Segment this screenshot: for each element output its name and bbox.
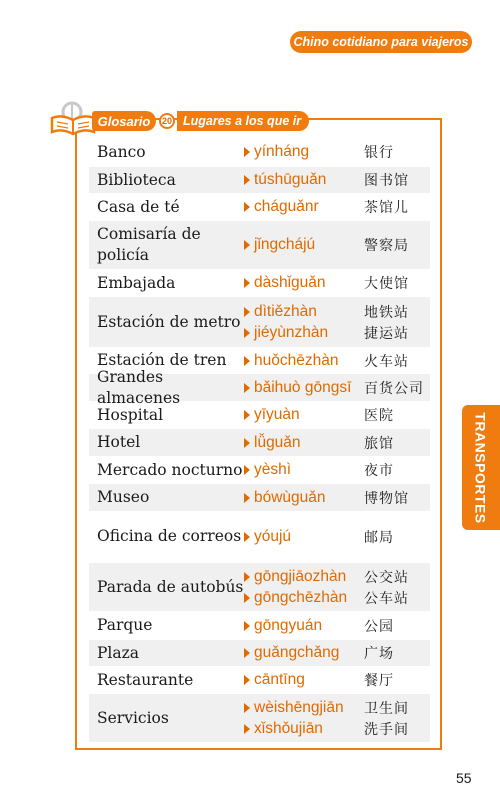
- triangle-arrow-icon: [244, 175, 250, 185]
- triangle-arrow-icon: [244, 572, 250, 582]
- pinyin-text: cāntīng: [254, 671, 305, 688]
- triangle-arrow-icon: [244, 328, 250, 338]
- pinyin-text: dàshǐguǎn: [254, 274, 326, 291]
- pinyin-column: [244, 670, 364, 691]
- chinese-text: 博物馆: [364, 490, 409, 507]
- pinyin-text: jiéyùnzhàn: [254, 323, 329, 341]
- spanish-term: Hotel: [97, 433, 141, 451]
- chinese-text: 洗手间: [364, 721, 409, 738]
- pinyin-column: [244, 377, 364, 398]
- pinyin-line: [244, 273, 364, 294]
- table-row: [89, 221, 430, 269]
- triangle-arrow-icon: [244, 278, 250, 288]
- pinyin-column: [244, 350, 364, 371]
- triangle-arrow-icon: [244, 410, 250, 420]
- pinyin-text: lǚguǎn: [254, 433, 301, 451]
- chinese-text: 火车站: [364, 353, 409, 370]
- chinese-column: [364, 273, 430, 294]
- pinyin-column: [244, 170, 364, 191]
- spanish-term: Oficina de correos: [97, 527, 242, 545]
- chinese-text: 卫生间: [364, 700, 409, 717]
- chinese-column: [364, 377, 430, 398]
- chinese-column: [364, 350, 430, 371]
- triangle-arrow-icon: [244, 621, 250, 631]
- spanish-term: Comisaría de policía: [97, 225, 201, 264]
- pinyin-column: [244, 615, 364, 636]
- pinyin-text: guǎngchǎng: [254, 644, 340, 661]
- pinyin-text: cháguǎnr: [254, 198, 319, 215]
- pinyin-text: gōngyuán: [254, 616, 323, 634]
- pinyin-text: bǎihuò gōngsī: [254, 378, 352, 396]
- chinese-column: [364, 235, 430, 256]
- table-row: [89, 640, 430, 666]
- chinese-column: [364, 643, 430, 664]
- spanish-term: Parada de autobús: [97, 577, 244, 596]
- pinyin-column: [244, 487, 364, 508]
- chinese-text: 茶馆儿: [364, 200, 409, 216]
- triangle-arrow-icon: [244, 202, 250, 212]
- triangle-arrow-icon: [244, 724, 250, 734]
- chinese-column: [364, 142, 430, 163]
- glossary-label: [92, 111, 156, 131]
- pinyin-column: [244, 432, 364, 453]
- pinyin-text: gōngjiāozhàn: [254, 567, 347, 585]
- pinyin-text: wèishēngjiān: [254, 698, 344, 716]
- chinese-column: [364, 670, 430, 691]
- triangle-arrow-icon: [244, 593, 250, 603]
- pinyin-line: [244, 170, 364, 191]
- section-number-badge: [159, 113, 175, 129]
- table-row: [89, 194, 430, 220]
- chapter-side-label: TRANSPORTES: [473, 411, 490, 524]
- spanish-term: Plaza: [97, 643, 140, 662]
- table-row: [89, 270, 430, 296]
- pinyin-line: [244, 301, 364, 322]
- chinese-column: [364, 526, 430, 547]
- glossary-text: Glosario: [97, 113, 151, 129]
- triangle-arrow-icon: [244, 532, 250, 542]
- chinese-text: 大使馆: [364, 276, 409, 292]
- spanish-term: Banco: [97, 142, 146, 161]
- pinyin-line: [244, 587, 364, 608]
- pinyin-line: [244, 460, 364, 481]
- pinyin-line: [244, 697, 364, 718]
- triangle-arrow-icon: [244, 356, 250, 366]
- chinese-text: 公交站: [364, 569, 409, 586]
- pinyin-line: [244, 322, 364, 343]
- chinese-text: 医院: [364, 408, 394, 424]
- table-row: [89, 612, 430, 639]
- pinyin-line: [244, 377, 364, 398]
- spanish-term: Museo: [97, 488, 150, 506]
- pinyin-line: [244, 405, 364, 426]
- table-row: [89, 457, 430, 483]
- spanish-term: Servicios: [97, 708, 169, 727]
- spanish-term: Grandes almacenes: [97, 367, 181, 407]
- pinyin-line: [244, 142, 364, 163]
- pinyin-column: [244, 197, 364, 218]
- table-row: [89, 512, 430, 561]
- chinese-text: 邮局: [364, 529, 394, 546]
- table-row: [89, 402, 430, 428]
- book-title: Chino cotidiano para viajeros: [293, 35, 469, 49]
- chinese-text: 旅馆: [364, 435, 394, 452]
- chinese-column: [364, 615, 430, 636]
- chapter-side-tab: [462, 405, 500, 530]
- chinese-column: [364, 697, 430, 739]
- triangle-arrow-icon: [244, 307, 250, 317]
- pinyin-line: [244, 718, 364, 739]
- chinese-column: [364, 405, 430, 426]
- pinyin-column: [244, 697, 364, 739]
- pinyin-column: [244, 301, 364, 343]
- pinyin-column: [244, 273, 364, 294]
- pinyin-text: yīyuàn: [254, 406, 300, 423]
- pinyin-column: [244, 566, 364, 608]
- pinyin-column: [244, 526, 364, 547]
- chinese-column: [364, 460, 430, 481]
- triangle-arrow-icon: [244, 675, 250, 685]
- pinyin-text: dìtiězhàn: [254, 302, 317, 320]
- table-row: [89, 429, 430, 456]
- spanish-term: Estación de tren: [97, 351, 227, 369]
- chinese-column: [364, 432, 430, 453]
- pinyin-line: [244, 670, 364, 691]
- page-number: 55: [456, 770, 472, 786]
- spanish-term: Embajada: [97, 273, 176, 292]
- chinese-text: 捷运站: [364, 325, 409, 342]
- pinyin-line: [244, 350, 364, 371]
- triangle-arrow-icon: [244, 147, 250, 157]
- spanish-term: Estación de metro: [97, 312, 241, 331]
- pinyin-text: bówùguǎn: [254, 488, 326, 506]
- chinese-text: 百货公司: [364, 380, 424, 397]
- triangle-arrow-icon: [244, 648, 250, 658]
- chinese-column: [364, 170, 430, 191]
- chinese-column: [364, 197, 430, 218]
- spanish-term: Parque: [97, 616, 153, 634]
- spanish-term: Restaurante: [97, 670, 194, 689]
- pinyin-line: [244, 566, 364, 587]
- pinyin-column: [244, 405, 364, 426]
- table-row: [89, 167, 430, 193]
- chinese-text: 图书馆: [364, 173, 409, 189]
- pinyin-line: [244, 197, 364, 218]
- pinyin-text: xǐshǒujiān: [254, 719, 323, 737]
- chinese-text: 广场: [364, 646, 394, 662]
- pinyin-line: [244, 487, 364, 508]
- chinese-text: 餐厅: [364, 673, 394, 689]
- pinyin-column: [244, 235, 364, 256]
- pinyin-text: yóujú: [254, 527, 292, 545]
- chinese-text: 地铁站: [364, 304, 409, 321]
- table-row: [89, 297, 430, 347]
- pinyin-line: [244, 432, 364, 453]
- pinyin-line: [244, 526, 364, 547]
- section-topic-text: Lugares a los que ir: [183, 114, 302, 128]
- pinyin-text: yèshì: [254, 461, 292, 478]
- triangle-arrow-icon: [244, 383, 250, 393]
- section-topic: [177, 111, 309, 131]
- pinyin-line: [244, 643, 364, 664]
- chinese-text: 警察局: [364, 238, 409, 254]
- pinyin-text: huǒchēzhàn: [254, 351, 339, 369]
- section-number: 20: [161, 116, 172, 126]
- pinyin-text: túshūguǎn: [254, 171, 327, 188]
- table-row: [89, 667, 430, 693]
- spanish-term: Casa de té: [97, 197, 180, 216]
- triangle-arrow-icon: [244, 438, 250, 448]
- pinyin-column: [244, 142, 364, 163]
- pinyin-line: [244, 235, 364, 256]
- triangle-arrow-icon: [244, 465, 250, 475]
- pinyin-line: [244, 615, 364, 636]
- chinese-column: [364, 301, 430, 343]
- pinyin-column: [244, 460, 364, 481]
- table-row: [89, 563, 430, 611]
- table-row: [89, 139, 430, 165]
- chinese-text: 银行: [364, 145, 394, 161]
- chinese-text: 夜市: [364, 463, 394, 479]
- spanish-term: Mercado nocturno: [97, 460, 243, 479]
- pinyin-text: gōngchēzhàn: [254, 588, 348, 606]
- spanish-term: Hospital: [97, 405, 164, 424]
- chinese-column: [364, 487, 430, 508]
- chinese-column: [364, 566, 430, 608]
- table-row: [89, 367, 430, 407]
- triangle-arrow-icon: [244, 240, 250, 250]
- pinyin-column: [244, 643, 364, 664]
- table-row: [89, 484, 430, 511]
- book-title-banner: [290, 31, 472, 53]
- chinese-text: 公车站: [364, 590, 409, 607]
- pinyin-text: jǐngchájú: [254, 236, 316, 253]
- open-book-icon: [48, 98, 98, 138]
- triangle-arrow-icon: [244, 703, 250, 713]
- table-row: [89, 694, 430, 742]
- chinese-text: 公园: [364, 618, 394, 635]
- spanish-term: Biblioteca: [97, 170, 176, 189]
- triangle-arrow-icon: [244, 493, 250, 503]
- pinyin-text: yínháng: [254, 143, 310, 160]
